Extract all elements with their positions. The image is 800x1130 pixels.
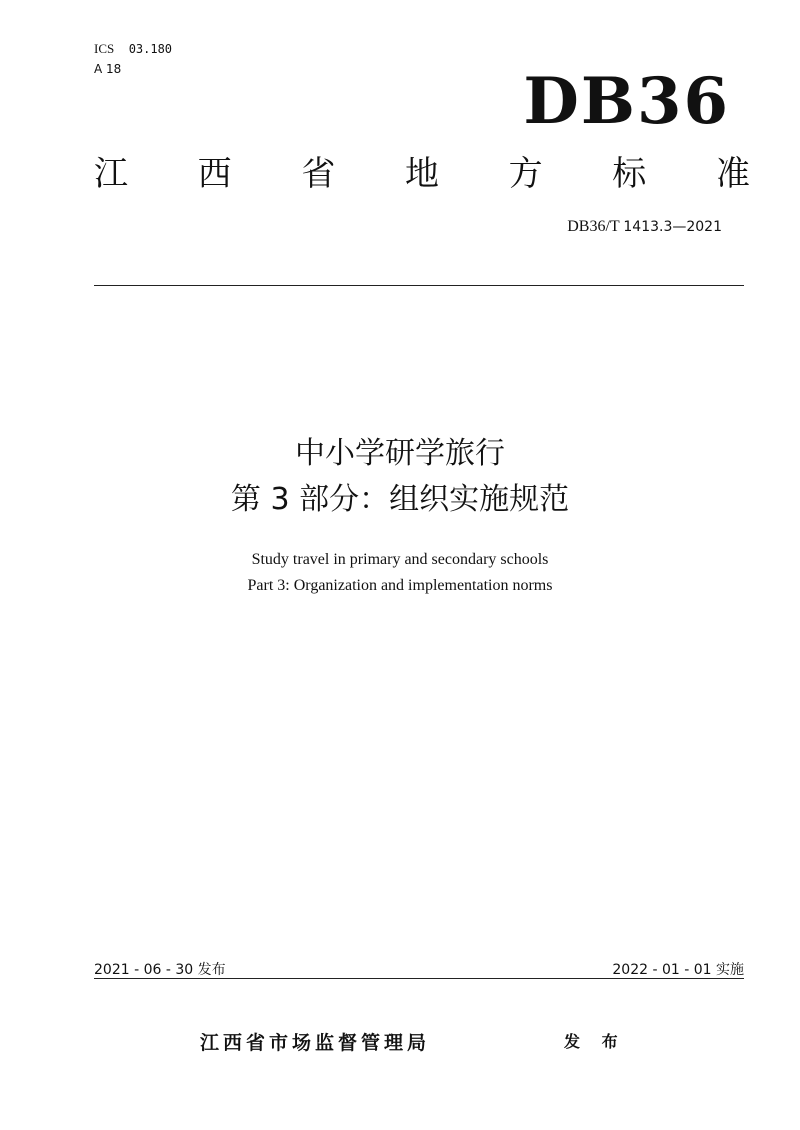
ics-number: 03.180 xyxy=(128,42,173,56)
bottom-divider xyxy=(94,978,744,979)
ics-label: ICS xyxy=(94,41,115,56)
title-chinese-main: 中小学研学旅行 xyxy=(295,436,505,471)
issue-word: 发 布 xyxy=(564,1032,626,1051)
standard-type-char: 地 xyxy=(404,154,439,194)
standard-type-char: 准 xyxy=(715,154,750,194)
standard-type-char: 方 xyxy=(508,154,543,194)
classification-code: A 18 xyxy=(94,62,122,76)
issuing-authority: 江西省市场监督管理局 xyxy=(200,1032,431,1054)
top-divider xyxy=(94,285,744,286)
title-chinese-part: 第 3 部分：组织实施规范 xyxy=(230,482,570,517)
standard-logo: DB36 xyxy=(523,64,730,139)
standard-type xyxy=(94,152,750,196)
implementation-date: 2022 - 01 - 01 实施 xyxy=(612,962,744,978)
standard-code: 1413.3—2021 xyxy=(623,219,722,235)
standard-prefix: DB36/T xyxy=(567,218,620,235)
issue-date: 2021 - 06 - 30 发布 xyxy=(94,962,226,978)
standard-type-char: 省 xyxy=(301,154,336,194)
title-english-part: Part 3: Organization and implementation norms xyxy=(247,577,553,594)
standard-type-char: 江 xyxy=(94,154,128,194)
standard-type-char: 标 xyxy=(612,154,647,194)
standard-type-char: 西 xyxy=(197,154,232,194)
standard-number xyxy=(400,216,722,238)
ics-code xyxy=(94,41,172,57)
title-english-main: Study travel in primary and secondary schools xyxy=(251,551,549,568)
